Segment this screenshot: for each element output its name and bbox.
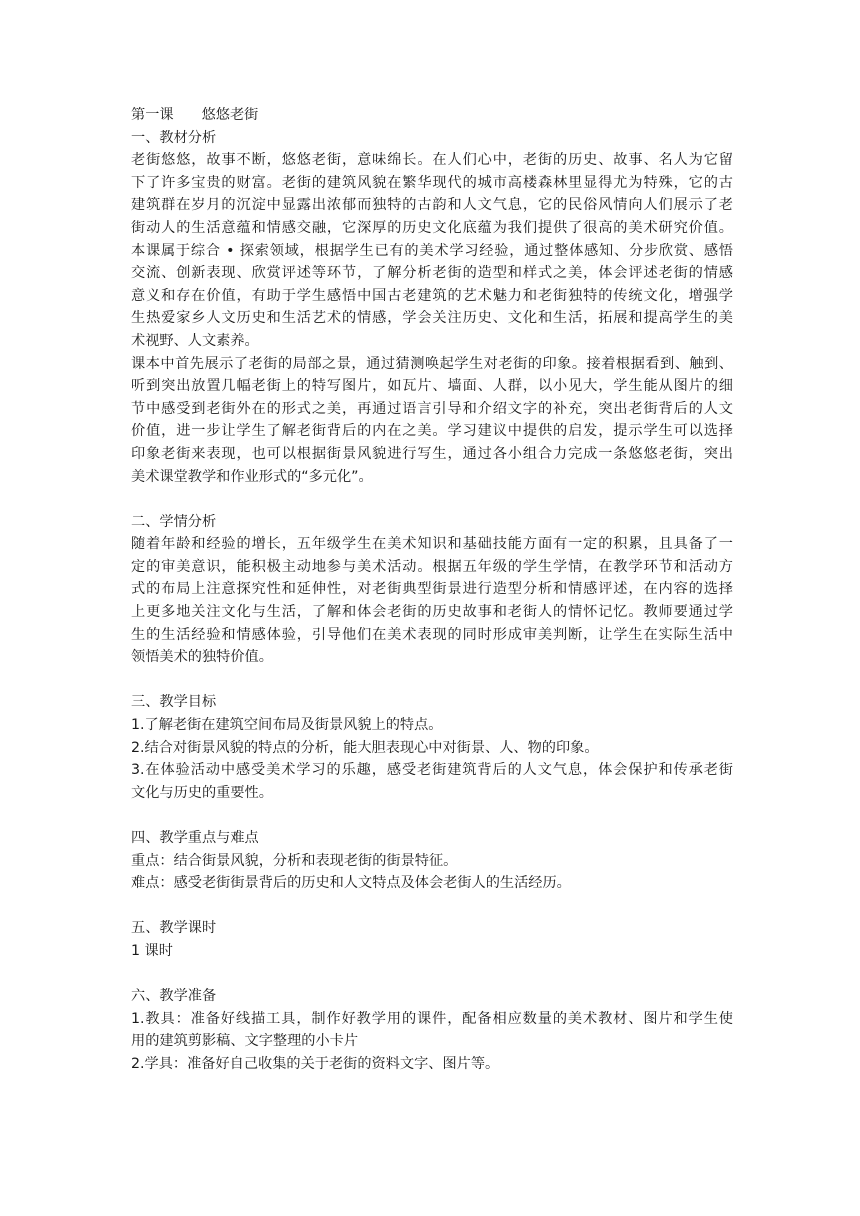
- section-heading-preparation: 六、教学准备: [131, 988, 217, 1005]
- list-item: 1 课时: [131, 942, 173, 959]
- paragraph-line: 课本中首先展示了老街的局部之景，通过猜测唤起学生对老街的印象。接着根据看到、触到、: [131, 355, 733, 372]
- paragraph-line: 老街悠悠，故事不断，悠悠老街，意味绵长。在人们心中，老街的历史、故事、名人为它留: [131, 152, 733, 169]
- section-heading-objectives: 三、教学目标: [131, 694, 217, 711]
- paragraph-line: 领悟美术的独特价值。: [131, 649, 273, 666]
- list-item: 3.在体验活动中感受美术学习的乐趣，感受老街建筑背后的人文气息，体会保护和传承老街: [131, 762, 733, 779]
- paragraph-line: 式的布局上注意探究性和延伸性，对老街典型街景进行造型分析和情感评述，在内容的选择: [131, 581, 733, 598]
- paragraph-line: 生热爱家乡人文历史和生活艺术的情感，学会关注历史、文化和生活，拓展和提高学生的美: [131, 310, 733, 327]
- list-item: 用的建筑剪影稿、文字整理的小卡片: [131, 1033, 359, 1050]
- lesson-number: 第一课: [131, 107, 174, 123]
- list-item: 难点：感受老街街景背后的历史和人文特点及体会老街人的生活经历。: [131, 875, 571, 892]
- list-item: 2.学具：准备好自己收集的关于老街的资料文字、图片等。: [131, 1055, 500, 1072]
- document-page: [131, 104, 733, 1076]
- paragraph-line: 意义和存在价值，有助于学生感悟中国古老建筑的艺术魅力和老街独特的传统文化，增强学: [131, 287, 733, 304]
- lesson-title: [131, 104, 733, 127]
- section-heading-periods: 五、教学课时: [131, 920, 217, 937]
- paragraph-line: 街动人的生活意蕴和情感交融，它深厚的历史文化底蕴为我们提供了很高的美术研究价值。: [131, 219, 733, 236]
- paragraph-line: 术视野、人文素养。: [131, 332, 259, 349]
- paragraph-line: 美术课堂教学和作业形式的“多元化”。: [131, 468, 373, 485]
- blank-line: [131, 963, 733, 986]
- paragraph-line: 听到突出放置几幅老街上的特写图片，如瓦片、墙面、人群，以小见大，学生能从图片的细: [131, 378, 733, 395]
- paragraph-line: 下了许多宝贵的财富。老街的建筑风貌在繁华现代的城市高楼森林里显得尤为特殊，它的古: [131, 174, 733, 191]
- paragraph-line: 上更多地关注文化与生活，了解和体会老街的历史故事和老街人的情怀记忆。教师要通过学: [131, 604, 733, 621]
- blank-line: [131, 895, 733, 918]
- list-item: 重点：结合街景风貌，分析和表现老街的街景特征。: [131, 852, 458, 869]
- paragraph-line: 印象老街来表现，也可以根据街景风貌进行写生，通过各小组合力完成一条悠悠老街，突出: [131, 445, 733, 462]
- paragraph-line: 节中感受到老街外在的形式之美，再通过语言引导和介绍文字的补充，突出老街背后的人文: [131, 400, 733, 417]
- paragraph-line: 交流、创新表现、欣赏评述等环节，了解分析老街的造型和样式之美，体会评述老街的情感: [131, 265, 733, 282]
- paragraph-line: 生的生活经验和情感体验，引导他们在美术表现的同时形成审美判断，让学生在实际生活中: [131, 626, 733, 643]
- list-item: 文化与历史的重要性。: [131, 784, 273, 801]
- lesson-name: 悠悠老街: [201, 107, 259, 123]
- paragraph-line: 本课属于综合 • 探索领域，根据学生已有的美术学习经验，通过整体感知、分步欣赏、感悟: [131, 242, 733, 259]
- section-heading-learners: 二、学情分析: [131, 513, 217, 530]
- paragraph-line: 建筑群在岁月的沉淀中显露出浓郁而独特的古韵和人文气息，它的民俗风情向人们展示了老: [131, 197, 733, 214]
- section-heading-analysis: 一、教材分析: [131, 129, 217, 146]
- blank-line: [131, 669, 733, 692]
- blank-line: [131, 804, 733, 827]
- paragraph-line: 定的审美意识，能积极主动地参与美术活动。根据五年级的学生学情，在教学环节和活动方: [131, 558, 733, 575]
- paragraph-line: 价值，进一步让学生了解老街背后的内在之美。学习建议中提供的启发，提示学生可以选择: [131, 423, 733, 440]
- section-heading-key-points: 四、教学重点与难点: [131, 830, 259, 846]
- blank-line: [131, 488, 733, 511]
- paragraph-line: 随着年龄和经验的增长，五年级学生在美术知识和基础技能方面有一定的积累，且具备了一: [131, 536, 733, 553]
- list-item: 2.结合对街景风貌的特点的分析，能大胆表现心中对街景、人、物的印象。: [131, 739, 599, 756]
- list-item: 1.教具：准备好线描工具，制作好教学用的课件，配备相应数量的美术教材、图片和学生使: [131, 1010, 733, 1027]
- list-item: 1.了解老街在建筑空间布局及街景风貌上的特点。: [131, 717, 443, 734]
